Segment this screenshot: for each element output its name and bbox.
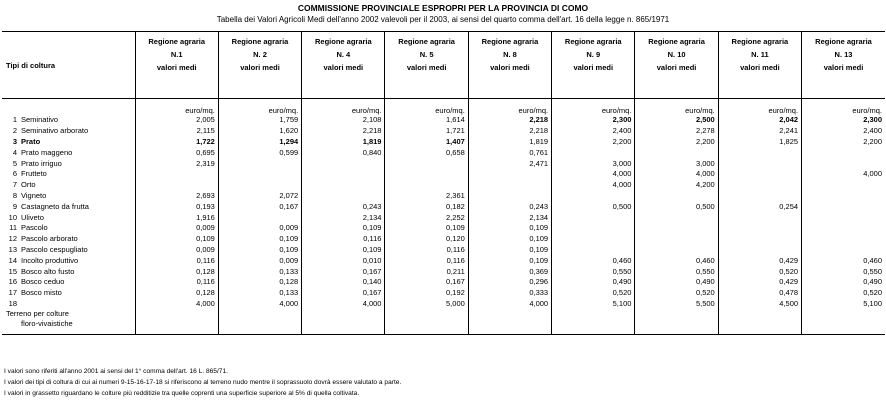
value-cell: 1,819: [468, 137, 551, 148]
value-cell: 3,000: [635, 158, 718, 169]
crop-name: [2, 126, 135, 137]
value-cell: 0,460: [635, 255, 718, 266]
header-line: Regione agraria: [314, 37, 372, 46]
header-line: N. 5: [419, 50, 434, 59]
value-cell: 0,520: [802, 288, 885, 299]
table-row: [2, 299, 885, 329]
value-cell: 1,825: [718, 137, 801, 148]
crop-name: [2, 277, 135, 288]
value-cell: 4,000: [135, 299, 218, 329]
value-cell: 0,116: [302, 234, 385, 245]
crop-name: [2, 212, 135, 223]
header-regione-agraria: [468, 32, 551, 99]
value-cell: 0,243: [468, 201, 551, 212]
header-line: valori medi: [323, 63, 364, 72]
crop-label: Seminativo: [21, 115, 59, 125]
value-cell: 0,840: [302, 147, 385, 158]
crop-name: [2, 201, 135, 212]
crop-name: [2, 180, 135, 191]
value-cell: 0,761: [468, 147, 551, 158]
value-cell: 0,109: [135, 234, 218, 245]
document-title: COMMISSIONE PROVINCIALE ESPROPRI PER LA PROVINCIA DI COMO: [297, 3, 589, 13]
header-line: N. 9: [586, 50, 601, 59]
header-line: Regione agraria: [231, 37, 289, 46]
value-cell: 0,133: [218, 266, 301, 277]
value-cell: 1,620: [218, 126, 301, 137]
value-cell: [718, 180, 801, 191]
value-cell: [718, 147, 801, 158]
unit-label: euro/mq.: [552, 104, 635, 115]
value-cell: 4,000: [552, 180, 635, 191]
value-cell: [468, 191, 551, 202]
unit-label: euro/mq.: [135, 104, 218, 115]
value-cell: 0,599: [218, 147, 301, 158]
value-cell: 2,300: [552, 115, 635, 126]
value-cell: 2,005: [135, 115, 218, 126]
header-regione-agraria: [802, 32, 885, 99]
crop-label: Vigneto: [21, 190, 47, 200]
value-cell: 0,550: [635, 266, 718, 277]
document-subtitle: Tabella dei Valori Agricoli Medi dell'anno 2002 valevoli per il 2003, ai sensi del quarto comma dell'art. 16 della legge n. 865/1971: [216, 15, 670, 24]
value-cell: 0,010: [302, 255, 385, 266]
value-cell: 2,042: [718, 115, 801, 126]
value-cell: 0,109: [218, 234, 301, 245]
value-cell: 0,460: [552, 255, 635, 266]
unit-label: euro/mq.: [302, 104, 385, 115]
value-cell: [635, 147, 718, 158]
value-cell: [302, 169, 385, 180]
table-row: [2, 223, 885, 234]
crop-number: 16: [8, 277, 17, 287]
value-cell: [302, 180, 385, 191]
value-cell: 0,429: [718, 255, 801, 266]
value-cell: 0,128: [135, 266, 218, 277]
header-regione-agraria: [135, 32, 218, 99]
value-cell: [802, 212, 885, 223]
crop-name: [2, 234, 135, 245]
table-row: [2, 201, 885, 212]
unit-label: euro/mq.: [802, 104, 885, 115]
value-cell: 0,109: [468, 223, 551, 234]
crop-label: Prato: [21, 136, 41, 146]
value-cell: 0,211: [385, 266, 468, 277]
crop-number: 10: [8, 212, 17, 222]
value-cell: [718, 212, 801, 223]
crop-number: 13: [8, 244, 17, 254]
header-line: N. 4: [336, 50, 351, 59]
value-cell: [552, 245, 635, 256]
crop-name: [2, 245, 135, 256]
crop-label: Seminativo arborato: [21, 126, 89, 136]
value-cell: 0,460: [802, 255, 885, 266]
value-cell: 0,193: [135, 201, 218, 212]
table-row: [2, 288, 885, 299]
value-cell: 0,500: [635, 201, 718, 212]
table-row: [2, 158, 885, 169]
value-cell: 0,182: [385, 201, 468, 212]
value-cell: 2,218: [302, 126, 385, 137]
header-line: valori medi: [156, 63, 197, 72]
value-cell: 0,167: [385, 277, 468, 288]
header-line: N. 11: [751, 50, 769, 59]
header-line: Regione agraria: [148, 37, 206, 46]
value-cell: [302, 158, 385, 169]
crop-label-continued: floro-vivaistiche: [21, 318, 73, 328]
value-cell: 1,759: [218, 115, 301, 126]
value-cell: [802, 180, 885, 191]
table-row: [2, 180, 885, 191]
value-cell: 0,109: [468, 255, 551, 266]
value-cell: 4,500: [718, 299, 801, 329]
header-line: valori medi: [823, 63, 864, 72]
value-cell: 3,000: [552, 158, 635, 169]
header-line: Regione agraria: [648, 37, 705, 46]
value-cell: 0,167: [302, 266, 385, 277]
value-cell: 0,550: [802, 266, 885, 277]
value-cell: 0,658: [385, 147, 468, 158]
header-line: valori medi: [656, 63, 697, 72]
value-cell: 0,478: [718, 288, 801, 299]
table-row: [2, 115, 885, 126]
crop-name: [2, 299, 135, 329]
value-cell: 2,361: [385, 191, 468, 202]
footnote-2: I valori dei tipi di coltura di cui ai numeri 9-15-16-17-18 si riferiscono al terreno nudo mentre il soprassuolo dovrà essere valutato a parte.: [4, 379, 402, 386]
value-cell: [718, 169, 801, 180]
value-cell: 2,218: [468, 126, 551, 137]
header-line: Regione agraria: [815, 37, 872, 46]
crop-number: 1: [12, 115, 17, 125]
crop-name: [2, 223, 135, 234]
value-cell: 0,109: [468, 234, 551, 245]
value-cell: 0,140: [302, 277, 385, 288]
value-cell: 0,369: [468, 266, 551, 277]
value-cell: 2,200: [552, 137, 635, 148]
value-cell: 4,000: [218, 299, 301, 329]
table-bottom-border: [2, 329, 885, 335]
value-cell: 2,218: [468, 115, 551, 126]
value-cell: [635, 245, 718, 256]
value-cell: 0,490: [552, 277, 635, 288]
crop-number: 4: [12, 147, 17, 157]
value-cell: [468, 180, 551, 191]
value-cell: 2,252: [385, 212, 468, 223]
value-cell: 2,072: [218, 191, 301, 202]
header-line: Regione agraria: [481, 37, 539, 46]
value-cell: 0,009: [135, 223, 218, 234]
header-regione-agraria: [718, 32, 801, 99]
value-cell: [635, 234, 718, 245]
crop-number: 14: [8, 255, 17, 265]
crop-label: Prato maggeno: [21, 147, 73, 157]
value-cell: 0,500: [552, 201, 635, 212]
header-regione-agraria: [302, 32, 385, 99]
value-cell: [135, 180, 218, 191]
crop-number: 2: [12, 126, 17, 136]
crop-label: Prato irriguo: [21, 158, 62, 168]
header-line: N. 2: [253, 50, 267, 59]
table-row: [2, 266, 885, 277]
value-cell: 1,721: [385, 126, 468, 137]
crop-name: [2, 115, 135, 126]
value-cell: 0,109: [302, 223, 385, 234]
header-line: valori medi: [240, 63, 280, 72]
value-cell: [218, 169, 301, 180]
crop-label: Pascolo cespugliato: [21, 244, 88, 254]
crop-number: 8: [12, 190, 17, 200]
value-cell: 2,108: [302, 115, 385, 126]
value-cell: 0,333: [468, 288, 551, 299]
crop-label: Bosco misto: [21, 288, 62, 298]
value-cell: [802, 191, 885, 202]
crop-label: Bosco ceduo: [21, 277, 65, 287]
value-cell: 2,300: [802, 115, 885, 126]
value-cell: 1,614: [385, 115, 468, 126]
value-cell: [635, 212, 718, 223]
value-cell: 0,120: [385, 234, 468, 245]
value-cell: [718, 158, 801, 169]
value-cell: 0,009: [218, 255, 301, 266]
header-regione-agraria: [218, 32, 301, 99]
units-row: [2, 104, 885, 115]
table-row: [2, 234, 885, 245]
value-cell: 2,115: [135, 126, 218, 137]
table-row: [2, 147, 885, 158]
table-row: [2, 245, 885, 256]
header-line: N. 10: [667, 50, 686, 59]
value-cell: [552, 147, 635, 158]
crop-number: 11: [9, 223, 17, 233]
crop-label: Uliveto: [21, 212, 44, 222]
value-cell: [718, 223, 801, 234]
value-cell: 0,490: [802, 277, 885, 288]
value-cell: [635, 191, 718, 202]
value-cell: 2,400: [552, 126, 635, 137]
value-cell: 0,254: [718, 201, 801, 212]
value-cell: 0,009: [135, 245, 218, 256]
value-cell: [718, 245, 801, 256]
value-cell: [802, 245, 885, 256]
header-line: valori medi: [406, 63, 447, 72]
header-line: valori medi: [740, 63, 780, 72]
value-cell: 1,722: [135, 137, 218, 148]
value-cell: 5,500: [635, 299, 718, 329]
table-header-row: [2, 32, 885, 99]
crop-number: 9: [12, 201, 17, 211]
value-cell: 0,550: [552, 266, 635, 277]
values-table: [2, 31, 885, 335]
crop-label: Pascolo arborato: [21, 234, 78, 244]
value-cell: [218, 158, 301, 169]
crop-number: 18: [8, 298, 17, 308]
crop-number: 7: [12, 180, 17, 190]
value-cell: 0,109: [302, 245, 385, 256]
value-cell: 0,133: [218, 288, 301, 299]
value-cell: [135, 169, 218, 180]
value-cell: [635, 223, 718, 234]
crop-name: [2, 288, 135, 299]
crop-name: [2, 169, 135, 180]
value-cell: 2,134: [302, 212, 385, 223]
table-row: [2, 126, 885, 137]
value-cell: 4,000: [302, 299, 385, 329]
value-cell: 0,128: [135, 288, 218, 299]
header-line: Regione agraria: [731, 37, 789, 46]
header-line: Regione agraria: [564, 37, 622, 46]
value-cell: 2,693: [135, 191, 218, 202]
value-cell: 0,429: [718, 277, 801, 288]
crop-label: Pascolo: [21, 223, 48, 233]
value-cell: 0,009: [218, 223, 301, 234]
header-line: N. 13: [834, 50, 853, 59]
value-cell: [218, 180, 301, 191]
value-cell: 2,134: [468, 212, 551, 223]
value-cell: [802, 147, 885, 158]
header-regione-agraria: [552, 32, 635, 99]
value-cell: 2,319: [135, 158, 218, 169]
crop-name: [2, 137, 135, 148]
value-cell: 0,116: [385, 255, 468, 266]
table-row: [2, 277, 885, 288]
value-cell: 4,000: [635, 169, 718, 180]
value-cell: 0,116: [385, 245, 468, 256]
value-cell: 4,000: [802, 169, 885, 180]
unit-label: euro/mq.: [385, 104, 468, 115]
value-cell: 0,490: [635, 277, 718, 288]
value-cell: 2,241: [718, 126, 801, 137]
crop-number: 12: [8, 234, 17, 244]
table-row: [2, 212, 885, 223]
value-cell: 2,471: [468, 158, 551, 169]
crop-label: Castagneto da frutta: [21, 201, 89, 211]
unit-label: euro/mq.: [468, 104, 551, 115]
value-cell: 5,100: [552, 299, 635, 329]
table-row: [2, 191, 885, 202]
crop-number: 6: [12, 169, 17, 179]
value-cell: [718, 234, 801, 245]
value-cell: 2,200: [635, 137, 718, 148]
value-cell: 0,109: [385, 223, 468, 234]
crop-label: Bosco alto fusto: [21, 266, 75, 276]
value-cell: 0,520: [718, 266, 801, 277]
crop-name: [2, 158, 135, 169]
value-cell: 0,520: [635, 288, 718, 299]
value-cell: 4,000: [468, 299, 551, 329]
value-cell: [468, 169, 551, 180]
header-tipi-di-coltura: Tipi di coltura: [2, 32, 135, 99]
value-cell: [802, 158, 885, 169]
value-cell: 0,243: [302, 201, 385, 212]
value-cell: [552, 234, 635, 245]
value-cell: 0,167: [302, 288, 385, 299]
footnote-1: I valori sono riferiti all'anno 2001 ai sensi del 1° comma dell'art. 16 L. 865/71.: [4, 368, 228, 375]
value-cell: 5,000: [385, 299, 468, 329]
value-cell: [802, 201, 885, 212]
value-cell: [552, 191, 635, 202]
value-cell: 2,278: [635, 126, 718, 137]
header-line: valori medi: [490, 63, 530, 72]
footnotes: [4, 366, 401, 399]
crop-number: 5: [12, 158, 17, 168]
value-cell: 2,200: [802, 137, 885, 148]
crop-label: Frutteto: [21, 169, 47, 179]
value-cell: [802, 223, 885, 234]
value-cell: [385, 158, 468, 169]
value-cell: 0,296: [468, 277, 551, 288]
header-line: Regione agraria: [398, 37, 455, 46]
value-cell: 0,167: [218, 201, 301, 212]
value-cell: 0,695: [135, 147, 218, 158]
crop-name: [2, 255, 135, 266]
crop-number: 17: [8, 288, 17, 298]
value-cell: 0,116: [135, 255, 218, 266]
value-cell: 4,200: [635, 180, 718, 191]
value-cell: 2,400: [802, 126, 885, 137]
value-cell: 1,916: [135, 212, 218, 223]
value-cell: 0,109: [218, 245, 301, 256]
value-cell: [718, 191, 801, 202]
value-cell: [385, 180, 468, 191]
crop-name: [2, 147, 135, 158]
value-cell: 1,294: [218, 137, 301, 148]
table-row: [2, 137, 885, 148]
value-cell: 0,116: [135, 277, 218, 288]
value-cell: 5,100: [802, 299, 885, 329]
unit-label: euro/mq.: [635, 104, 718, 115]
value-cell: [385, 169, 468, 180]
crop-number: 3: [12, 136, 17, 146]
header-line: N. 8: [503, 50, 517, 59]
crop-name: [2, 266, 135, 277]
value-cell: [552, 223, 635, 234]
value-cell: [218, 212, 301, 223]
value-cell: [302, 191, 385, 202]
header-regione-agraria: [385, 32, 468, 99]
header-regione-agraria: [635, 32, 718, 99]
table-row: [2, 169, 885, 180]
value-cell: 0,109: [468, 245, 551, 256]
value-cell: 0,192: [385, 288, 468, 299]
crop-label: Incolto produttivo: [21, 255, 79, 265]
value-cell: [552, 212, 635, 223]
crop-label: Terreno per colture: [6, 308, 69, 318]
crop-label: Orto: [21, 180, 36, 190]
value-cell: 1,819: [302, 137, 385, 148]
value-cell: 4,000: [552, 169, 635, 180]
unit-label: euro/mq.: [718, 104, 801, 115]
header-line: N.1: [170, 50, 183, 59]
crop-number: 15: [8, 266, 17, 276]
value-cell: 2,500: [635, 115, 718, 126]
value-cell: 0,520: [552, 288, 635, 299]
value-cell: 0,128: [218, 277, 301, 288]
value-cell: 1,407: [385, 137, 468, 148]
table-row: [2, 255, 885, 266]
footnote-3: I valori in grassetto riguardano le colture più redditizie tra quelle coprenti una superficie superiore al 5% di quella coltivata.: [4, 390, 360, 397]
unit-label: euro/mq.: [218, 104, 301, 115]
crop-name: [2, 191, 135, 202]
value-cell: [802, 234, 885, 245]
header-line: valori medi: [573, 63, 614, 72]
